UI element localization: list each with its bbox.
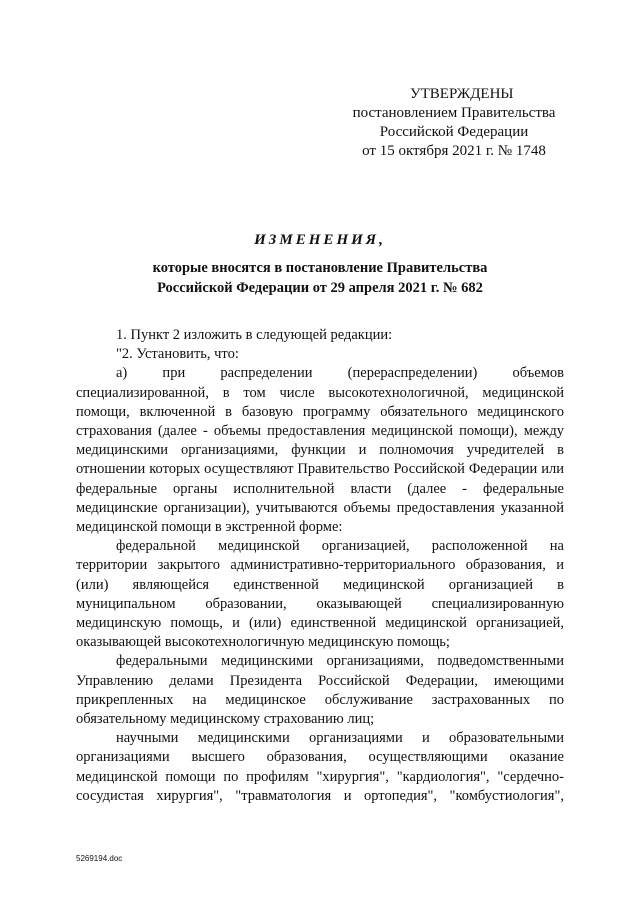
approval-line-3: от 15 октября 2021 г. № 1748 — [362, 143, 546, 159]
approval-heading: УТВЕРЖДЕНЫ — [410, 86, 514, 102]
paragraph-6: научными медицинскими организациями и образовательными организациями высшего образования, осуществляющими оказание медицинской помощи по профилям "хирургия", "кардиология", "сердечно-сосудистая хирургия", "травматология и ортопедия", "комбустиология", — [76, 730, 564, 804]
paragraph-1: 1. Пункт 2 изложить в следующей редакции: — [116, 327, 393, 343]
approval-line-1: постановлением Правительства — [352, 105, 556, 121]
document-title: ИЗМЕНЕНИЯ, — [254, 232, 386, 248]
subtitle-line-1: которые вносятся в постановление Правительства — [152, 260, 488, 276]
document-body — [76, 326, 564, 806]
paragraph-4: федеральной медицинской организацией, расположенной на территории закрытого административно-территориального образования, и (или) являющейся единственной медицинской организацией в муниципальном образовании, оказывающей специализированную медицинскую помощь, и (или) единственной медицинской организацией, оказывающей высокотехнологичную медицинскую помощь; — [76, 538, 564, 651]
file-name-footer: 5269194.doc — [76, 854, 123, 863]
paragraph-5: федеральными медицинскими организациями, подведомственными Управлению делами Президента Российской Федерации, имеющими прикрепленных на медицинское обслуживание застрахованных по обязательному медицинскому страхованию лиц; — [76, 653, 564, 728]
approval-line-2: Российской Федерации — [379, 124, 529, 140]
approval-block — [344, 85, 564, 161]
subtitle-line-2: Российской Федерации от 29 апреля 2021 г. № 682 — [157, 280, 483, 296]
document-subtitle — [0, 258, 640, 298]
paragraph-2: "2. Установить, что: — [116, 346, 239, 363]
paragraph-3: а) при распределении (перераспределении) объемов специализированной, в том числе высокотехнологичной, медицинской помощи, включенной в базовую программу обязательного медицинского страхования (далее - объемы предоставления медицинской помощи), между медицинскими организациями, функции и полномочия учредителей в отношении которых осуществляют Правительство Российской Федерации или федеральные органы исполнительной власти (далее - федеральные медицинские организации), учитываются объемы предоставления указанной медицинской помощи в экстренной форме: — [76, 365, 564, 536]
